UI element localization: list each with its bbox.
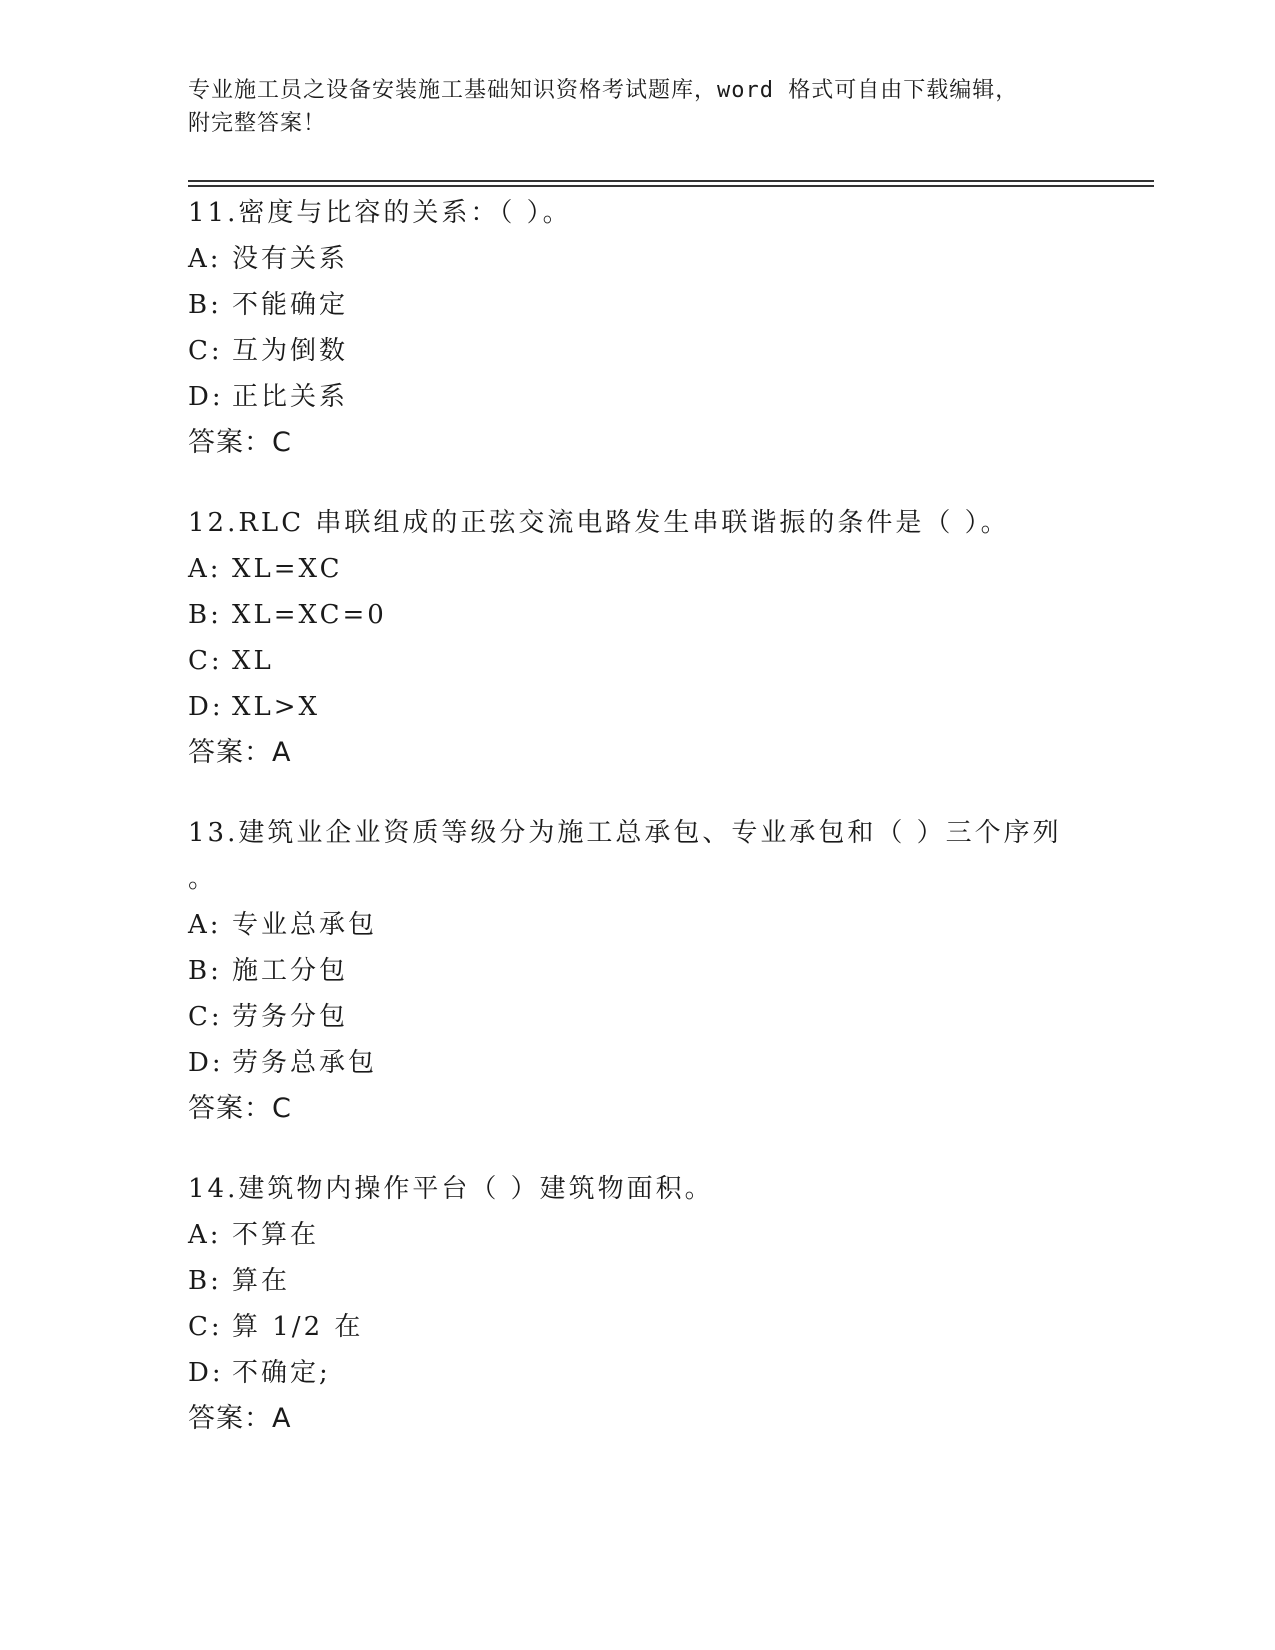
option-text: 不能确定 <box>232 290 349 320</box>
option-letter: B: <box>188 956 222 986</box>
option-a <box>188 1212 1088 1258</box>
option-letter: C: <box>188 646 223 676</box>
option-text: XL>X <box>232 692 321 722</box>
option-text: 不算在 <box>232 1220 320 1250</box>
answer-line: 答案：C <box>188 427 292 458</box>
option-text: 互为倒数 <box>232 336 349 366</box>
option-c <box>188 638 1088 684</box>
answer-line: 答案：C <box>188 1093 292 1124</box>
option-letter: A: <box>188 554 222 584</box>
option-letter: D: <box>188 1358 224 1388</box>
option-letter: A: <box>188 1220 222 1250</box>
option-letter: B: <box>188 600 222 630</box>
option-letter: D: <box>188 1048 224 1078</box>
header-line-1: 专业施工员之设备安装施工基础知识资格考试题库，word 格式可自由下载编辑， <box>188 78 1019 103</box>
question-14 <box>188 1166 1088 1442</box>
header-line-2: 附完整答案！ <box>188 111 327 136</box>
option-b <box>188 1258 1088 1304</box>
question-stem: 12.RLC 串联组成的正弦交流电路发生串联谐振的条件是（ ）。 <box>188 508 1010 538</box>
question-stem: 11.密度与比容的关系：（ ）。 <box>188 198 572 228</box>
option-a <box>188 902 1088 948</box>
option-text: 没有关系 <box>232 244 349 274</box>
question-13 <box>188 810 1088 1132</box>
option-c <box>188 994 1088 1040</box>
option-letter: B: <box>188 1266 222 1296</box>
header-divider-bottom <box>188 185 1154 187</box>
question-stem: 14.建筑物内操作平台（ ）建筑物面积。 <box>188 1174 714 1204</box>
option-a <box>188 546 1088 592</box>
option-letter: B: <box>188 290 222 320</box>
option-text: XL=XC=0 <box>232 600 387 630</box>
option-c <box>188 328 1088 374</box>
option-text: 算在 <box>232 1266 291 1296</box>
answer-line: 答案：A <box>188 737 292 768</box>
option-text: 专业总承包 <box>232 910 378 940</box>
option-text: 施工分包 <box>232 956 349 986</box>
option-text: 正比关系 <box>232 382 349 412</box>
option-b <box>188 948 1088 994</box>
option-letter: A: <box>188 910 222 940</box>
option-d <box>188 1040 1088 1086</box>
option-d <box>188 374 1088 420</box>
option-text: 劳务分包 <box>232 1002 349 1032</box>
answer-line: 答案：A <box>188 1403 292 1434</box>
header-divider-top <box>188 180 1154 182</box>
option-letter: D: <box>188 382 224 412</box>
question-list <box>188 190 1088 1476</box>
option-d <box>188 1350 1088 1396</box>
option-letter: D: <box>188 692 224 722</box>
question-stem-continuation: 。 <box>188 864 218 894</box>
option-text: XL <box>232 646 274 676</box>
option-text: 不确定; <box>232 1358 331 1388</box>
document-header <box>188 74 1088 140</box>
option-letter: C: <box>188 1002 223 1032</box>
option-text: 劳务总承包 <box>232 1048 378 1078</box>
option-letter: C: <box>188 1312 223 1342</box>
option-b <box>188 592 1088 638</box>
option-d <box>188 684 1088 730</box>
option-b <box>188 282 1088 328</box>
question-11 <box>188 190 1088 466</box>
option-a <box>188 236 1088 282</box>
question-stem: 13.建筑业企业资质等级分为施工总承包、专业承包和（ ）三个序列 <box>188 818 1062 848</box>
option-text: XL=XC <box>232 554 343 584</box>
option-letter: A: <box>188 244 222 274</box>
option-letter: C: <box>188 336 223 366</box>
question-12 <box>188 500 1088 776</box>
option-text: 算 1/2 在 <box>232 1312 364 1342</box>
option-c <box>188 1304 1088 1350</box>
